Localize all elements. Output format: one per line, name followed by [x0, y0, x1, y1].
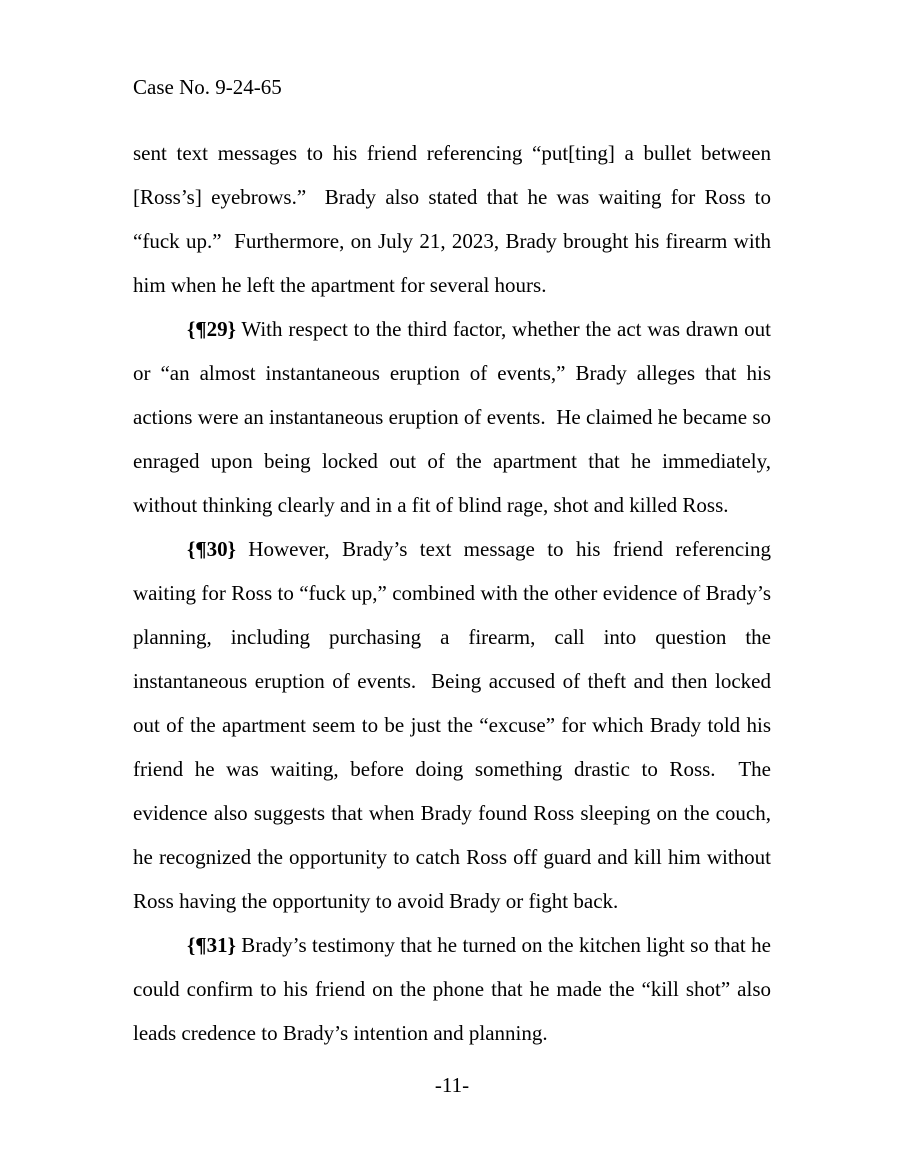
paragraph-text: However, Brady’s text message to his friend referencing waiting for Ross to “fuck up,” combined with the other evidence of Brady’s planning, including purchasing a firearm, call into question the instantaneous eruption of events. Being accused of theft and then locked out of the apartment seem to be just the “excuse” for which Brady told his friend he was waiting, before doing something drastic to Ross. The evidence also suggests that when Brady found Ross sleeping on the couch, he recognized the opportunity to catch Ross off guard and kill him without Ross having the opportunity to avoid Brady or fight back.: [133, 537, 777, 913]
paragraph-29: [133, 307, 777, 527]
document-body: [133, 131, 777, 1055]
paragraph-number: {¶30}: [187, 537, 236, 561]
paragraph-31: [133, 923, 777, 1055]
paragraph-continuation: [133, 131, 777, 307]
paragraph-text: Brady’s testimony that he turned on the kitchen light so that he could confirm to his friend on the phone that he made the “kill shot” also leads credence to Brady’s intention and planning.: [133, 933, 777, 1045]
paragraph-30: [133, 527, 777, 923]
page-number: -11-: [434, 1073, 470, 1097]
paragraph-text: With respect to the third factor, whether the act was drawn out or “an almost instantaneous eruption of events,” Brady alleges that his actions were an instantaneous eruption of events. He claimed he became so enraged upon being locked out of the apartment that he immediately, without thinking clearly and in a fit of blind rage, shot and killed Ross.: [133, 317, 777, 517]
case-number: Case No. 9-24-65: [133, 75, 282, 99]
paragraph-text: sent text messages to his friend referencing “put[ting] a bullet between [Ross’s] eyebrows.” Brady also stated that he was waiting for Ross to “fuck up.” Furthermore, on July 21, 2023, Brady brought his firearm with him when he left the apartment for several hours.: [133, 141, 777, 297]
paragraph-number: {¶29}: [187, 317, 236, 341]
paragraph-number: {¶31}: [187, 933, 236, 957]
